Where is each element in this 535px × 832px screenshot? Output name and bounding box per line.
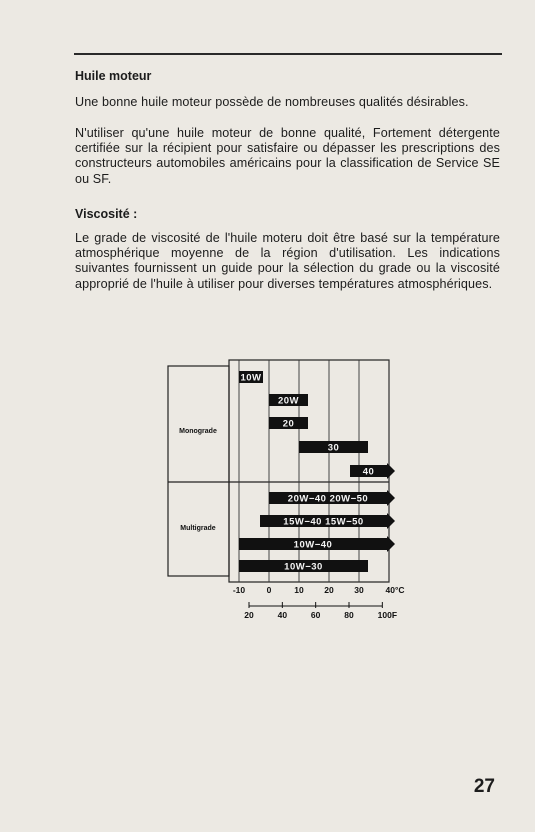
grade-bar-5	[269, 490, 395, 506]
section-title-oil: Huile moteur	[75, 69, 152, 83]
grade-bar-label-8: 10W−30	[284, 561, 323, 573]
group-label-frame	[168, 366, 229, 576]
tick-label-f-0: 20	[244, 610, 254, 620]
tick-label-f-1: 40	[277, 610, 288, 620]
tick-label-c-5: 40°C	[385, 585, 405, 595]
grade-bar-label-3: 30	[327, 442, 340, 454]
tick-label-f-3: 80	[344, 610, 354, 620]
group-label-multigrade: Multigrade	[180, 525, 216, 532]
grade-bar-7	[239, 536, 395, 552]
grade-bar-0	[239, 371, 263, 384]
grade-bar-8	[239, 560, 368, 573]
grade-bar-label-6: 15W−40 15W−50	[283, 516, 364, 528]
grade-bar-4	[350, 463, 395, 479]
tick-label-c-4: 30	[354, 585, 364, 595]
paragraph-oil-qualities: Une bonne huile moteur possède de nombreuses qualités désirables.	[75, 95, 469, 109]
grade-bar-6	[260, 513, 395, 529]
grade-bar-label-1: 20W	[277, 395, 300, 407]
tick-label-f-4: 100F	[377, 610, 398, 620]
tick-label-c-3: 20	[324, 585, 334, 595]
grade-bar-label-0: 10W	[240, 372, 262, 384]
group-label-monograde: Monograde	[179, 428, 217, 435]
grade-bar-arrow-7	[387, 536, 395, 552]
grade-bar-arrow-6	[387, 513, 395, 529]
tick-label-c-0: -10	[232, 585, 246, 595]
grade-bar-arrow-5	[387, 490, 395, 506]
grade-bar-1	[269, 394, 308, 407]
paragraph-viscosity: Le grade de viscosité de l'huile moteru doit être basé sur la température atmosphérique moyenne de la région d'utilisation. Les indications suivantes fournissent un guide pour la sélection du grade ou la viscosité approprié de l'huile à utiliser pour diverses températures atmosphériques.	[75, 231, 500, 291]
grade-bar-label-2: 20	[282, 418, 295, 430]
grade-bar-label-5: 20W−40 20W−50	[287, 493, 369, 505]
grade-bar-arrow-4	[387, 463, 395, 479]
section-title-viscosity: Viscosité :	[75, 207, 138, 221]
grade-bar-label-4: 40	[362, 466, 375, 478]
grade-bar-label-7: 10W−40	[293, 539, 333, 551]
grade-bar-2	[269, 417, 308, 430]
tick-label-f-2: 60	[310, 610, 321, 620]
grade-bar-3	[299, 441, 368, 454]
paragraph-oil-classification: N'utiliser qu'une huile moteur de bonne qualité, Fortement détergente certifiée sur la récipient pour satisfaire ou dépasser les prescriptions des constructeurs automobiles américains pour la classification de Service SE ou SF.	[75, 126, 500, 186]
page-number: 27	[473, 776, 495, 797]
tick-label-c-2: 10	[294, 585, 304, 595]
tick-label-c-1: 0	[266, 585, 272, 595]
